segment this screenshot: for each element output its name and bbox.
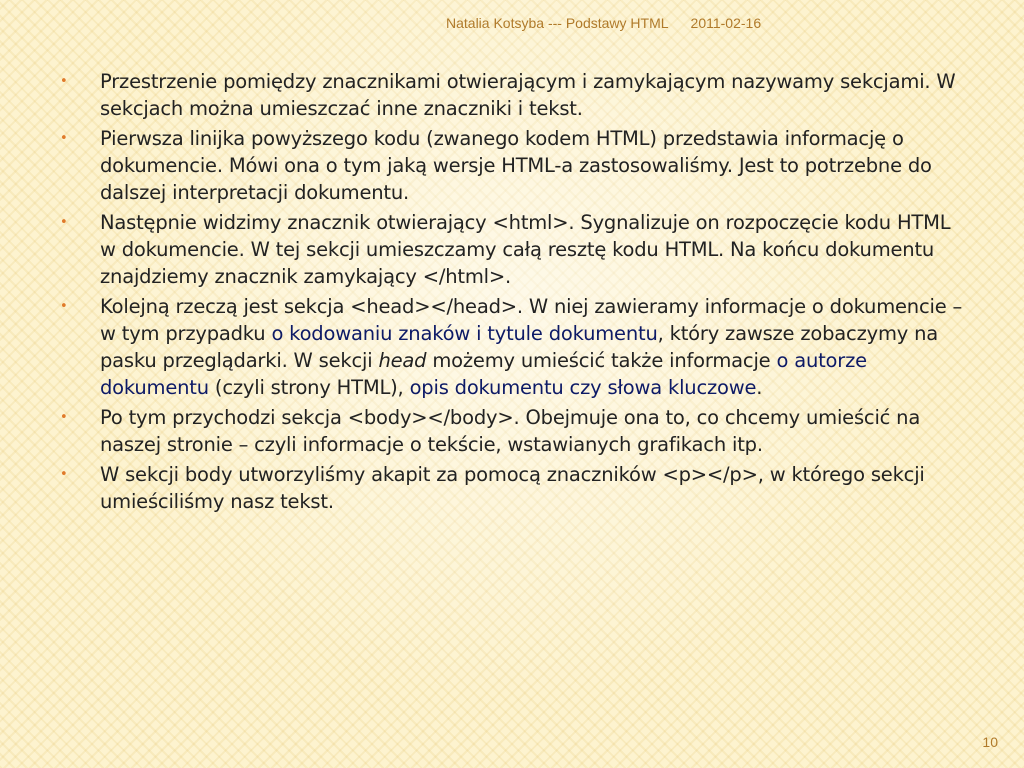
bullet-icon: • [60,131,68,146]
bullet-text: W sekcjach można umieszczać inne znaczniki i tekst. [100,70,956,120]
bullet-text: Następnie widzimy znacznik otwierający <html>. Sygnalizuje on rozpoczęcie kodu HTML w dokumencie. W tej sekcji umieszczamy całą resztę kodu HTML. Na końcu dokumentu znajdziemy znacznik zamykający </html>. [100,211,951,288]
header-author-title: Natalia Kotsyba --- Podstawy HTML [446,15,669,31]
bullet-text: ) przedstawia informację o dokumencie. Mówi ona o tym jaką wersje HTML-a zastosowaliśmy. Jest to potrzebne do dalszej interpretacji dokumentu. [100,127,932,204]
bullet-text: (czyli strony HTML), [208,376,410,399]
bullet-text: Pierwsza linijka powyższego kodu (zwanego [100,127,525,150]
page-number: 10 [982,734,998,750]
bullet-icon: • [60,74,68,89]
bullet-text: , który zawsze zobaczymy na pasku przeglądarki. W sekcji [100,322,938,372]
bullet-item [0,209,1024,290]
bullet-italic: head [378,349,427,372]
bullet-item [0,461,1024,515]
bullet-term: kodem HTML [524,127,650,150]
header-date: 2011-02-16 [690,15,762,31]
bullet-highlight: o kodowaniu znaków i tytule dokumentu [271,322,658,345]
bullet-text: W sekcji body utworzyliśmy akapit za pomocą znaczników <p></p>, w którego sekcji umieściliśmy nasz tekst. [100,463,925,513]
bullet-item [0,293,1024,401]
bullet-item [0,125,1024,206]
bullet-list [0,68,1024,515]
bullet-text: Kolejną rzeczą jest sekcja <head></head>. W niej zawieramy informacje o dokumencie – w tym przypadku [100,295,963,345]
bullet-term: sekcjami. [840,70,931,93]
bullet-highlight: o autorze dokumentu [100,349,867,399]
bullet-icon: • [60,299,68,314]
bullet-item [0,404,1024,458]
bullet-highlight: opis dokumentu czy słowa kluczowe [409,376,757,399]
bullet-icon: • [60,467,68,482]
bullet-icon: • [60,215,68,230]
slide-content [0,68,1024,518]
bullet-text: . [756,376,763,399]
bullet-icon: • [60,410,68,425]
bullet-text: możemy umieścić także informacje [426,349,777,372]
bullet-text: Po tym przychodzi sekcja <body></body>. Obejmuje ona to, co chcemy umieścić na naszej stronie – czyli informacje o tekście, wstawianych grafikach itp. [100,406,921,456]
slide-header [446,15,761,31]
bullet-item [0,68,1024,122]
bullet-text: Przestrzenie pomiędzy znacznikami otwierającym i zamykającym nazywamy [100,70,841,93]
